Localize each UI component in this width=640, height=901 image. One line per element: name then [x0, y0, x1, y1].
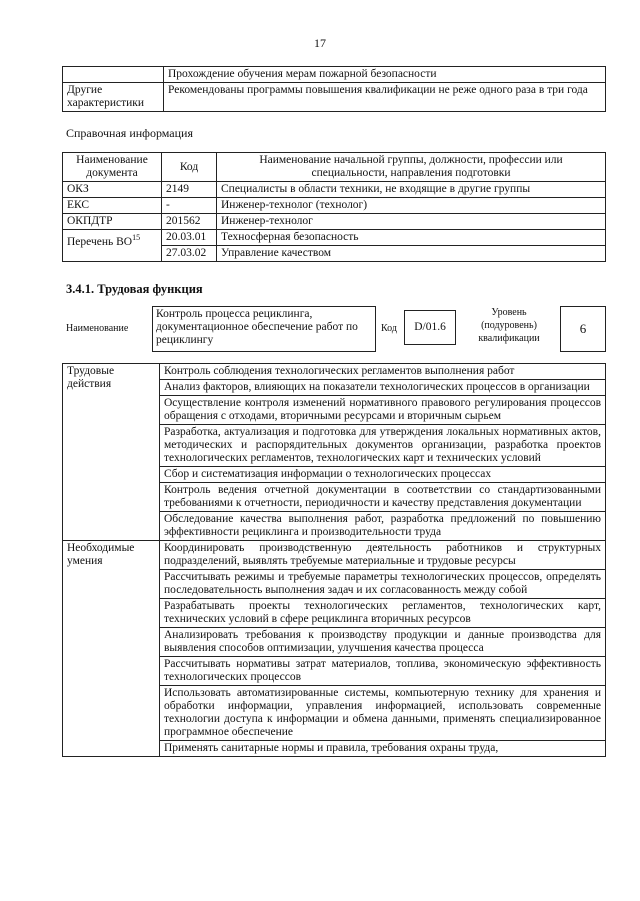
row-label: Другие характеристики [63, 83, 164, 112]
list-item: Сбор и систематизация информации о технологических процессах [160, 467, 606, 483]
list-item: Обследование качества выполнения работ, разработка предложений по повышению эффективности рециклинга и производительности труда [160, 512, 606, 541]
code-cell: - [162, 198, 217, 214]
table-row [63, 214, 606, 230]
table-cell: Рекомендованы программы повышения квалификации не реже одного раза в три года [164, 83, 606, 112]
name-cell: Инженер-технолог [217, 214, 606, 230]
table-row [63, 198, 606, 214]
doc-name: Перечень ВО [67, 235, 133, 248]
code-cell: 20.03.01 [162, 230, 217, 246]
list-item: Контроль ведения отчетной документации в соответствии со стандартизованными требованиями к отчетности, периодичности и качеству представления документации [160, 483, 606, 512]
list-item: Применять санитарные нормы и правила, требования охраны труда, [160, 741, 606, 757]
list-item: Разрабатывать проекты технологических регламентов, технологических карт, технических условий в сфере рециклинга вторичных ресурсов [160, 599, 606, 628]
skills-label: Необходимые умения [63, 541, 160, 757]
name-cell: Специалисты в области техники, не входящие в другие группы [217, 182, 606, 198]
level-box: 6 [560, 306, 606, 352]
page-number: 17 [314, 36, 326, 50]
code-cell: 2149 [162, 182, 217, 198]
column-header: Наименование начальной группы, должности, профессии или специальности, направления подготовки [217, 153, 606, 182]
footnote-ref: 15 [132, 233, 141, 242]
column-header: Наименование документа [63, 153, 162, 182]
list-item: Использовать автоматизированные системы, компьютерную технику для хранения и обработки информации, управления информацией, использовать современные технологии доступа к информации и обмена данными, применять специализированное программное обеспечение [160, 686, 606, 741]
list-item: Анализ факторов, влияющих на показатели технологических процессов в организации [160, 380, 606, 396]
name-cell: Техносферная безопасность [217, 230, 606, 246]
list-item: Координировать производственную деятельность работников и структурных подразделений, выявлять требуемые материальные и трудовые ресурсы [160, 541, 606, 570]
table-row [63, 67, 606, 83]
column-header: Код [162, 153, 217, 182]
doc-cell: ОКЗ [63, 182, 162, 198]
list-item: Рассчитывать нормативы затрат материалов, топлива, экономическую эффективность технологических процессов [160, 657, 606, 686]
reference-title: Справочная информация [66, 126, 193, 140]
doc-cell: ОКПДТР [63, 214, 162, 230]
level-label: Уровень (подуровень) квалификации [478, 307, 540, 344]
doc-cell [63, 230, 162, 262]
table-row [63, 230, 606, 246]
other-characteristics-table [62, 66, 606, 112]
name-label: Наименование [66, 323, 129, 334]
table-row [63, 182, 606, 198]
name-cell: Инженер-технолог (технолог) [217, 198, 606, 214]
empty-cell [63, 67, 164, 83]
actions-label: Трудовые действия [63, 364, 160, 541]
reference-table [62, 152, 606, 262]
code-cell: 201562 [162, 214, 217, 230]
list-item: Рассчитывать режимы и требуемые параметры технологических процессов, определять последовательность выполнения задач и их согласованность между собой [160, 570, 606, 599]
list-item: Разработка, актуализация и подготовка для утверждения локальных нормативных актов, методических и распорядительных документов организации, разработка проектов технологических регламентов, технологических карт и технических условий [160, 425, 606, 467]
list-item: Контроль соблюдения технологических регламентов выполнения работ [160, 364, 606, 380]
name-cell: Управление качеством [217, 246, 606, 262]
function-name-box: Контроль процесса рециклинга, документационное обеспечение работ по рециклингу [152, 306, 376, 352]
table-row [63, 541, 606, 570]
table-header-row [63, 153, 606, 182]
list-item: Анализировать требования к производству продукции и данные производства для выявления способов оптимизации, улучшения качества процесса [160, 628, 606, 657]
code-box: D/01.6 [404, 310, 456, 345]
list-item: Осуществление контроля изменений нормативного правового регулирования процессов обращения с отходами, вторичными ресурсами и вторичным сырьем [160, 396, 606, 425]
doc-cell: ЕКС [63, 198, 162, 214]
table-row [63, 83, 606, 112]
table-row [63, 364, 606, 380]
labor-function-table [62, 363, 606, 757]
table-cell: Прохождение обучения мерам пожарной безопасности [164, 67, 606, 83]
labor-table-body [63, 364, 606, 757]
code-label: Код [381, 323, 397, 334]
code-cell: 27.03.02 [162, 246, 217, 262]
section-title: 3.4.1. Трудовая функция [66, 282, 203, 296]
